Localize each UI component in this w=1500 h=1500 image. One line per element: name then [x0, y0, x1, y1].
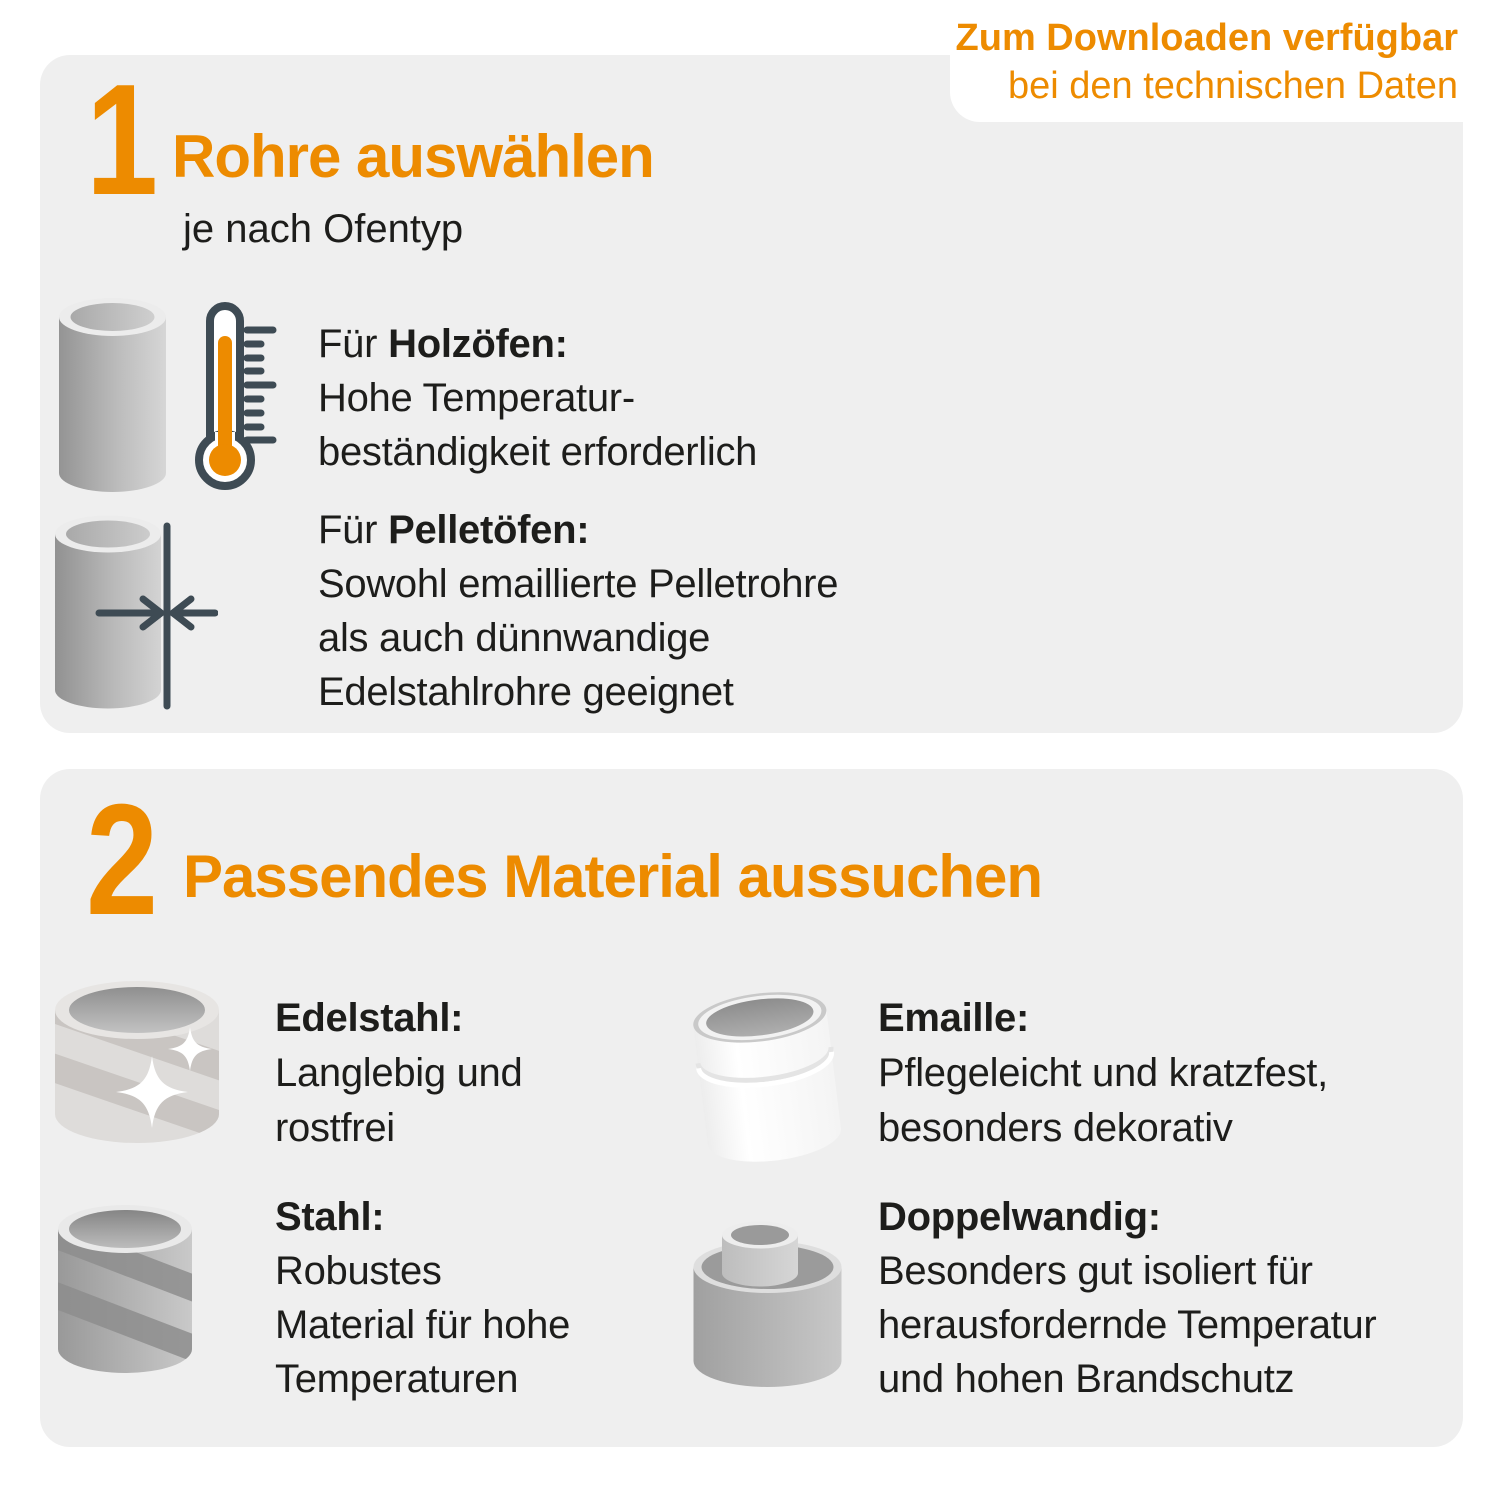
edelstahl-line: rostfrei: [275, 1106, 395, 1150]
pelletofen-line: Sowohl emaillierte Pelletrohre: [318, 562, 839, 606]
steel-pipe-icon: [55, 1199, 195, 1384]
pelletofen-line: Edelstahlrohre geeignet: [318, 670, 734, 714]
edelstahl-label: Edelstahl:: [275, 996, 464, 1040]
holzofen-line: Hohe Temperatur-: [318, 376, 635, 420]
pelletofen-line: als auch dünnwandige: [318, 616, 711, 660]
doppelwandig-line: Besonders gut isoliert für: [878, 1249, 1313, 1293]
step2-card: [40, 769, 1463, 1447]
doppelwandig-label: Doppelwandig:: [878, 1195, 1161, 1239]
emaille-line: besonders dekorativ: [878, 1106, 1233, 1150]
step2-number: 2: [86, 772, 155, 948]
step1-subtitle: je nach Ofentyp: [183, 207, 464, 251]
pelletofen-text: [318, 503, 838, 719]
holzofen-heading: Für Holzöfen:: [318, 322, 568, 366]
thin-wall-pipe-icon: [53, 510, 218, 715]
double-wall-pipe-icon: [690, 1215, 845, 1387]
pelletofen-heading: Für Pelletöfen:: [318, 508, 590, 552]
thermometer-icon: [193, 300, 278, 492]
download-badge: [950, 0, 1500, 122]
stahl-line: Temperaturen: [275, 1357, 519, 1401]
stainless-steel-pipe-icon: [52, 977, 222, 1157]
holzofen-text: [318, 317, 757, 479]
doppelwandig-line: und hohen Brandschutz: [878, 1357, 1295, 1401]
step1-number: 1: [86, 52, 155, 228]
stahl-text: [275, 1190, 570, 1406]
step1-title: Rohre auswählen: [172, 123, 654, 190]
holzofen-line: beständigkeit erforderlich: [318, 430, 758, 474]
download-badge-line2: bei den technischen Daten: [1008, 65, 1458, 107]
step1-card: [40, 52, 1463, 733]
stahl-line: Material für hohe: [275, 1303, 571, 1347]
stove-pipe-icon: [55, 290, 170, 500]
stahl-label: Stahl:: [275, 1195, 385, 1239]
emaille-line: Pflegeleicht und kratzfest,: [878, 1051, 1328, 1095]
stahl-line: Robustes: [275, 1249, 442, 1293]
emaille-label: Emaille:: [878, 996, 1029, 1040]
download-badge-line1: Zum Downloaden verfügbar: [955, 17, 1458, 59]
step2-title: Passendes Material aussuchen: [183, 843, 1043, 910]
edelstahl-line: Langlebig und: [275, 1051, 523, 1095]
emaille-text: [878, 991, 1328, 1156]
edelstahl-text: [275, 991, 522, 1156]
enamel-pipe-icon: [690, 979, 845, 1174]
doppelwandig-line: herausfordernde Temperatur: [878, 1303, 1377, 1347]
doppelwandig-text: [878, 1190, 1376, 1406]
